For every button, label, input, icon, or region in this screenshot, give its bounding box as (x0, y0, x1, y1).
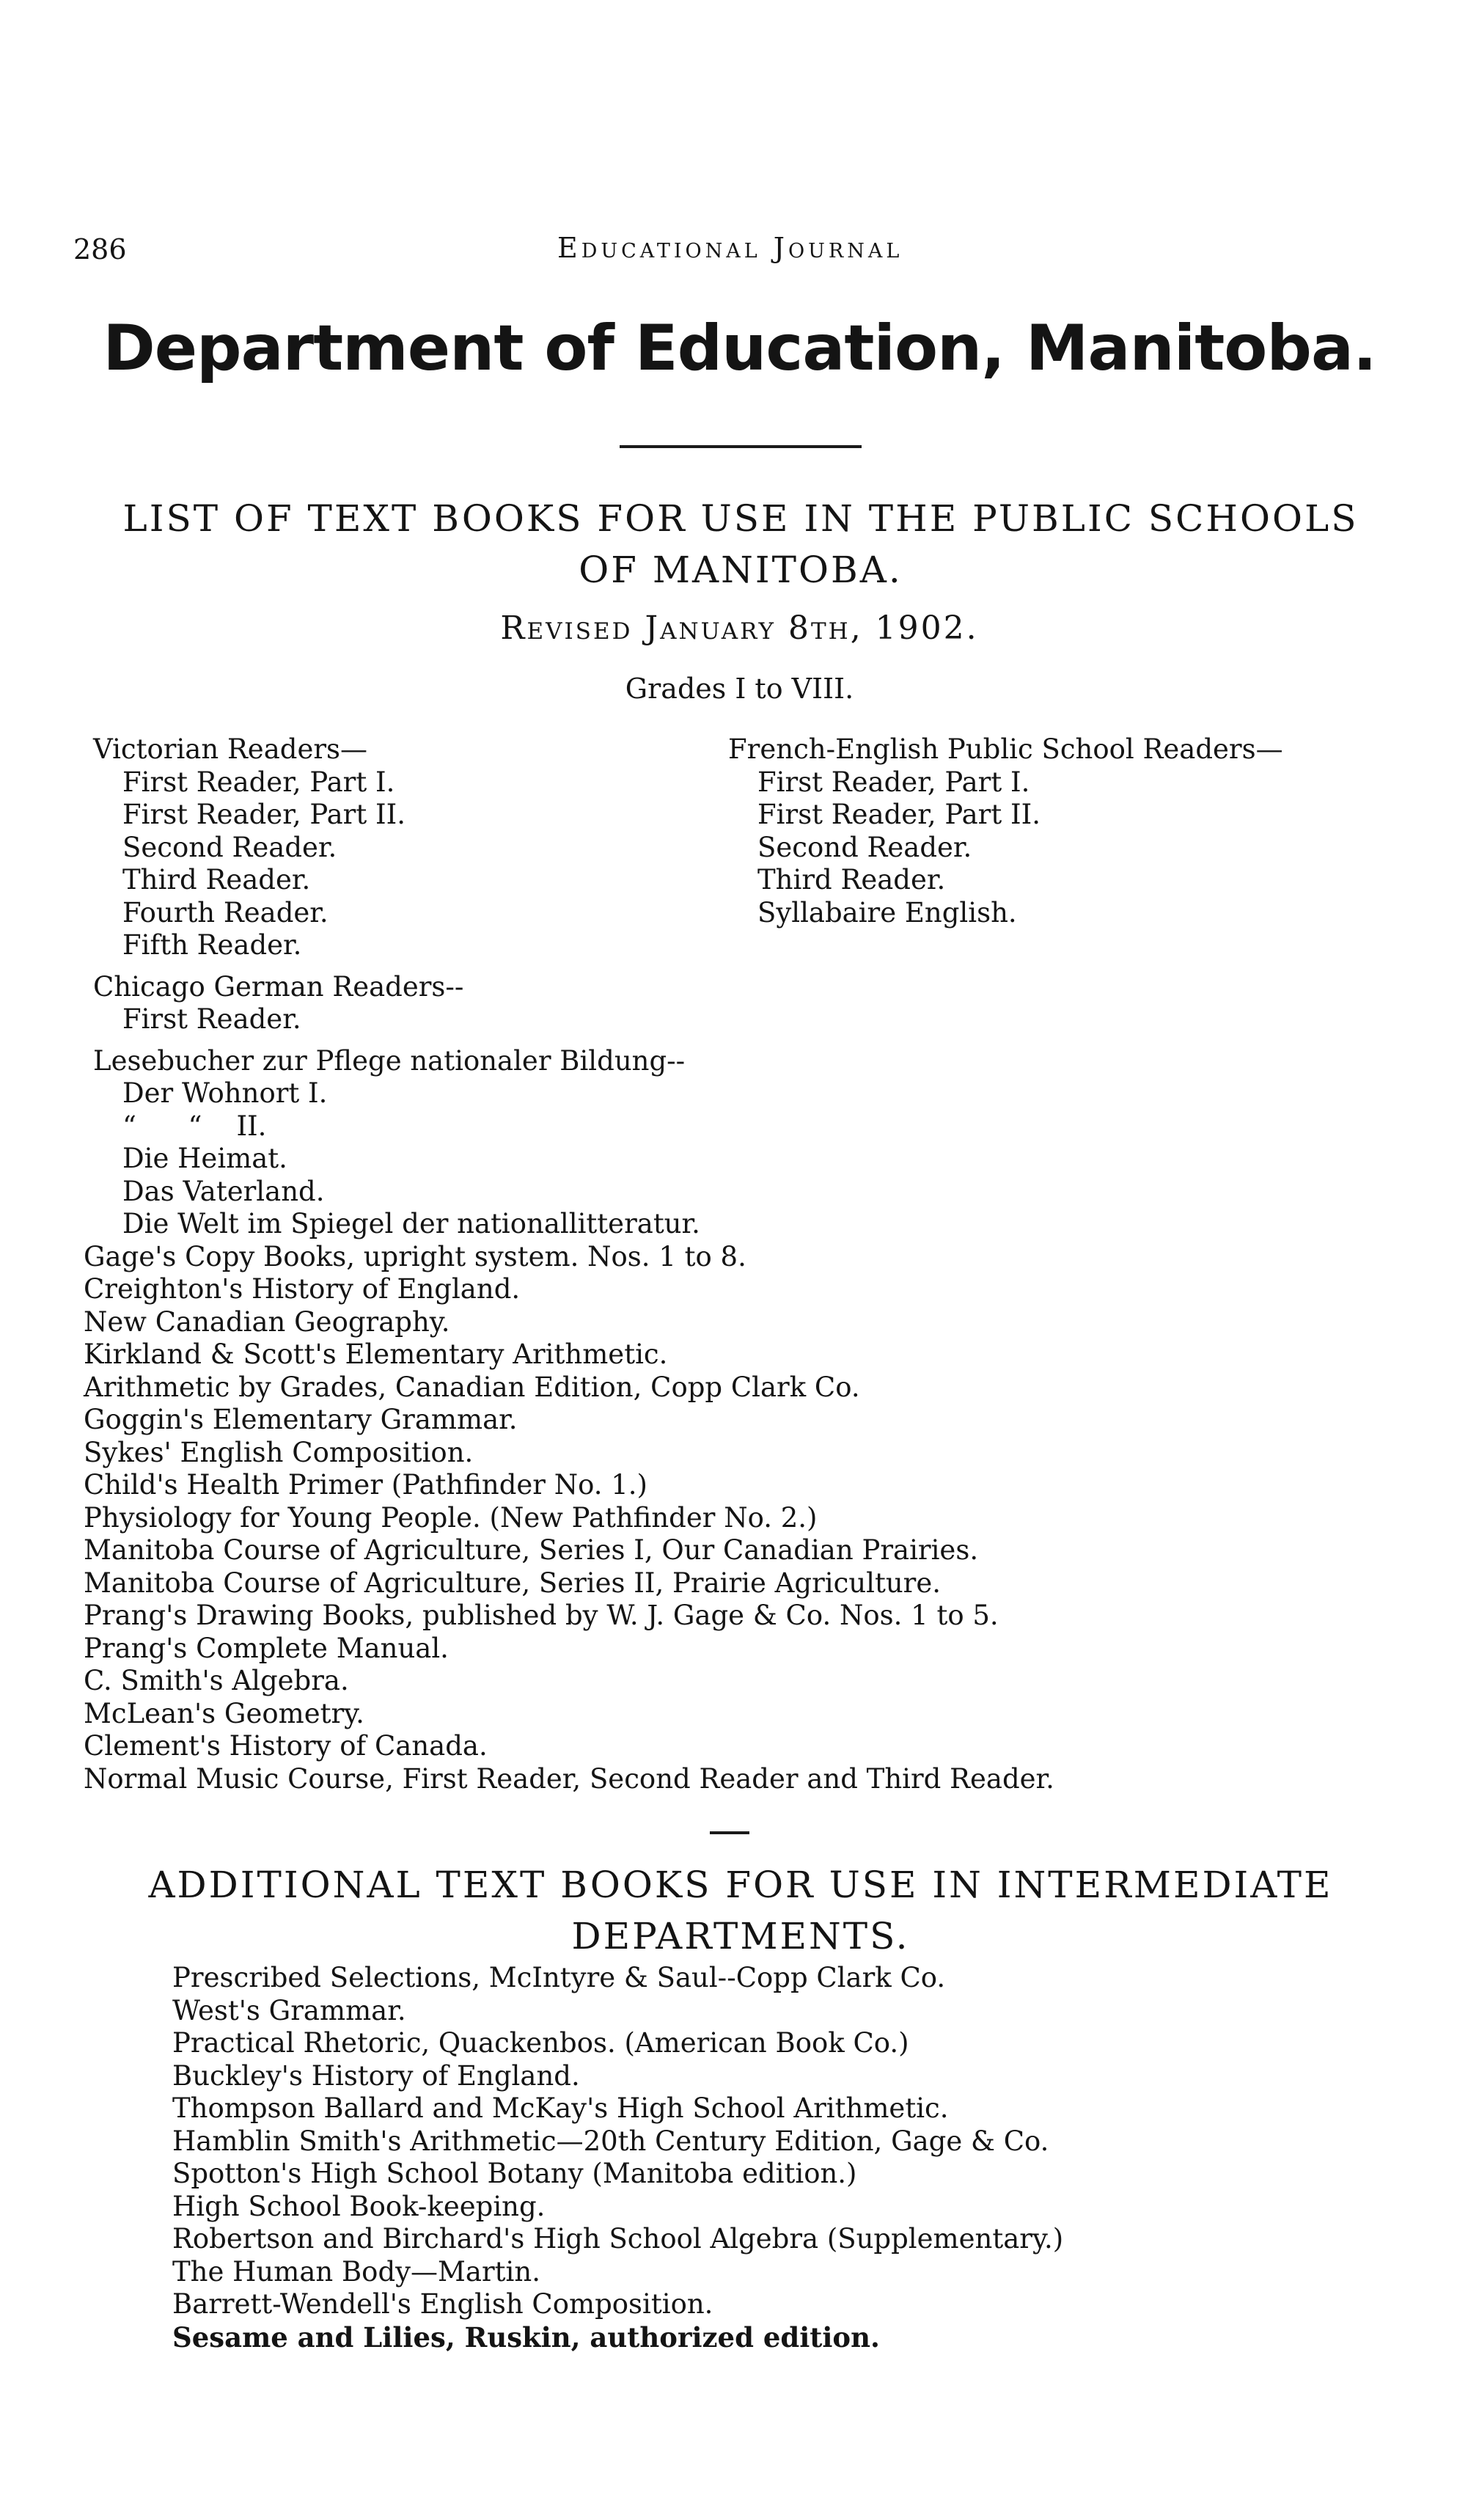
list-item: New Canadian Geography. (84, 1305, 450, 1338)
list-item: Sesame and Lilies, Ruskin, authorized edition. (172, 2321, 880, 2354)
list-item: High School Book-keeping. (172, 2190, 546, 2222)
title-rule (620, 445, 862, 448)
list-item: Creighton's History of England. (84, 1273, 521, 1305)
list-item: Third Reader. (757, 864, 946, 895)
list-heading (73, 493, 1408, 596)
list-item: Lesebucher zur Pflege nationaler Bildung-- (93, 1044, 686, 1077)
list-heading-line1: LIST OF TEXT BOOKS FOR USE IN THE PUBLIC SCHOOLS (122, 497, 1359, 540)
list-item: Syllabaire English. (757, 896, 1017, 928)
list-item: Thompson Ballard and McKay's High School Arithmetic. (172, 2092, 949, 2124)
revised-date: Revised January 8th, 1902. (500, 609, 979, 647)
list-heading-line2: OF MANITOBA. (579, 549, 903, 591)
additional-heading-line1: ADDITIONAL TEXT BOOKS FOR USE IN INTERMEDIATE (148, 1864, 1333, 1906)
list-item: “ “ II. (122, 1110, 267, 1142)
list-item: Prang's Complete Manual. (84, 1632, 449, 1664)
list-item: First Reader, Part II. (757, 799, 1041, 830)
list-item: French-English Public School Readers— (728, 733, 1283, 765)
list-item: Robertson and Birchard's High School Algebra (Supplementary.) (172, 2223, 1064, 2255)
list-item: Prescribed Selections, McIntyre & Saul--Copp Clark Co. (172, 1962, 946, 1993)
list-item: Manitoba Course of Agriculture, Series II, Prairie Agriculture. (84, 1567, 942, 1599)
list-item: The Human Body—Martin. (172, 2255, 540, 2288)
list-item: Child's Health Primer (Pathfinder No. 1.) (84, 1469, 647, 1501)
list-item: First Reader. (122, 1003, 301, 1035)
list-item: Fifth Reader. (122, 929, 302, 961)
list-item: West's Grammar. (172, 1994, 406, 2026)
list-item: Die Heimat. (122, 1143, 287, 1174)
grades-subheading: Grades I to VIII. (625, 673, 854, 705)
page-number: 286 (73, 233, 127, 265)
list-item: First Reader, Part II. (122, 799, 405, 830)
list-item: C. Smith's Algebra. (84, 1665, 349, 1696)
list-item: McLean's Geometry. (84, 1697, 364, 1729)
list-item: Normal Music Course, First Reader, Second Reader and Third Reader. (84, 1762, 1054, 1795)
running-head: Educational Journal (557, 232, 903, 264)
list-item: Third Reader. (122, 864, 311, 895)
list-item: Fourth Reader. (122, 896, 329, 928)
right-column-list (728, 733, 1283, 929)
list-item: Barrett-Wendell's English Composition. (172, 2288, 713, 2320)
list-item: Goggin's Elementary Grammar. (84, 1404, 518, 1435)
section-divider (710, 1831, 749, 1834)
list-item: Chicago German Readers-- (93, 970, 464, 1003)
list-item: First Reader, Part I. (757, 766, 1030, 798)
list-item: Victorian Readers— (93, 733, 368, 765)
list-item: Die Welt im Spiegel der nationallitteratur. (122, 1208, 700, 1239)
list-item: Second Reader. (757, 831, 972, 863)
additional-heading-line2: DEPARTMENTS. (571, 1915, 910, 1957)
list-item: Practical Rhetoric, Quackenbos. (American Book Co.) (172, 2027, 909, 2059)
additional-heading (73, 1859, 1408, 1962)
list-item: Spotton's High School Botany (Manitoba edition.) (172, 2158, 857, 2189)
list-item: Second Reader. (122, 831, 337, 863)
additional-list (172, 1962, 1063, 2354)
page-title: Department of Education, Manitoba. (103, 312, 1376, 385)
list-item: Buckley's History of England. (172, 2059, 580, 2092)
list-item: Arithmetic by Grades, Canadian Edition, Copp Clark Co. (84, 1371, 860, 1403)
list-item: Sykes' English Composition. (84, 1436, 474, 1468)
list-item: Hamblin Smith's Arithmetic—20th Century Edition, Gage & Co. (172, 2125, 1049, 2157)
list-item: Clement's History of Canada. (84, 1730, 488, 1762)
list-item: Prang's Drawing Books, published by W. J. Gage & Co. Nos. 1 to 5. (84, 1600, 999, 1631)
list-item: Das Vaterland. (122, 1175, 325, 1207)
list-item: Gage's Copy Books, upright system. Nos. 1 to 8. (84, 1240, 746, 1272)
list-item: Der Wohnort I. (122, 1077, 328, 1109)
list-item: Kirkland & Scott's Elementary Arithmetic. (84, 1338, 668, 1370)
list-item: Manitoba Course of Agriculture, Series I, Our Canadian Prairies. (84, 1534, 979, 1566)
list-item: Physiology for Young People. (New Pathfinder No. 2.) (84, 1501, 818, 1534)
list-item: First Reader, Part I. (122, 766, 395, 798)
